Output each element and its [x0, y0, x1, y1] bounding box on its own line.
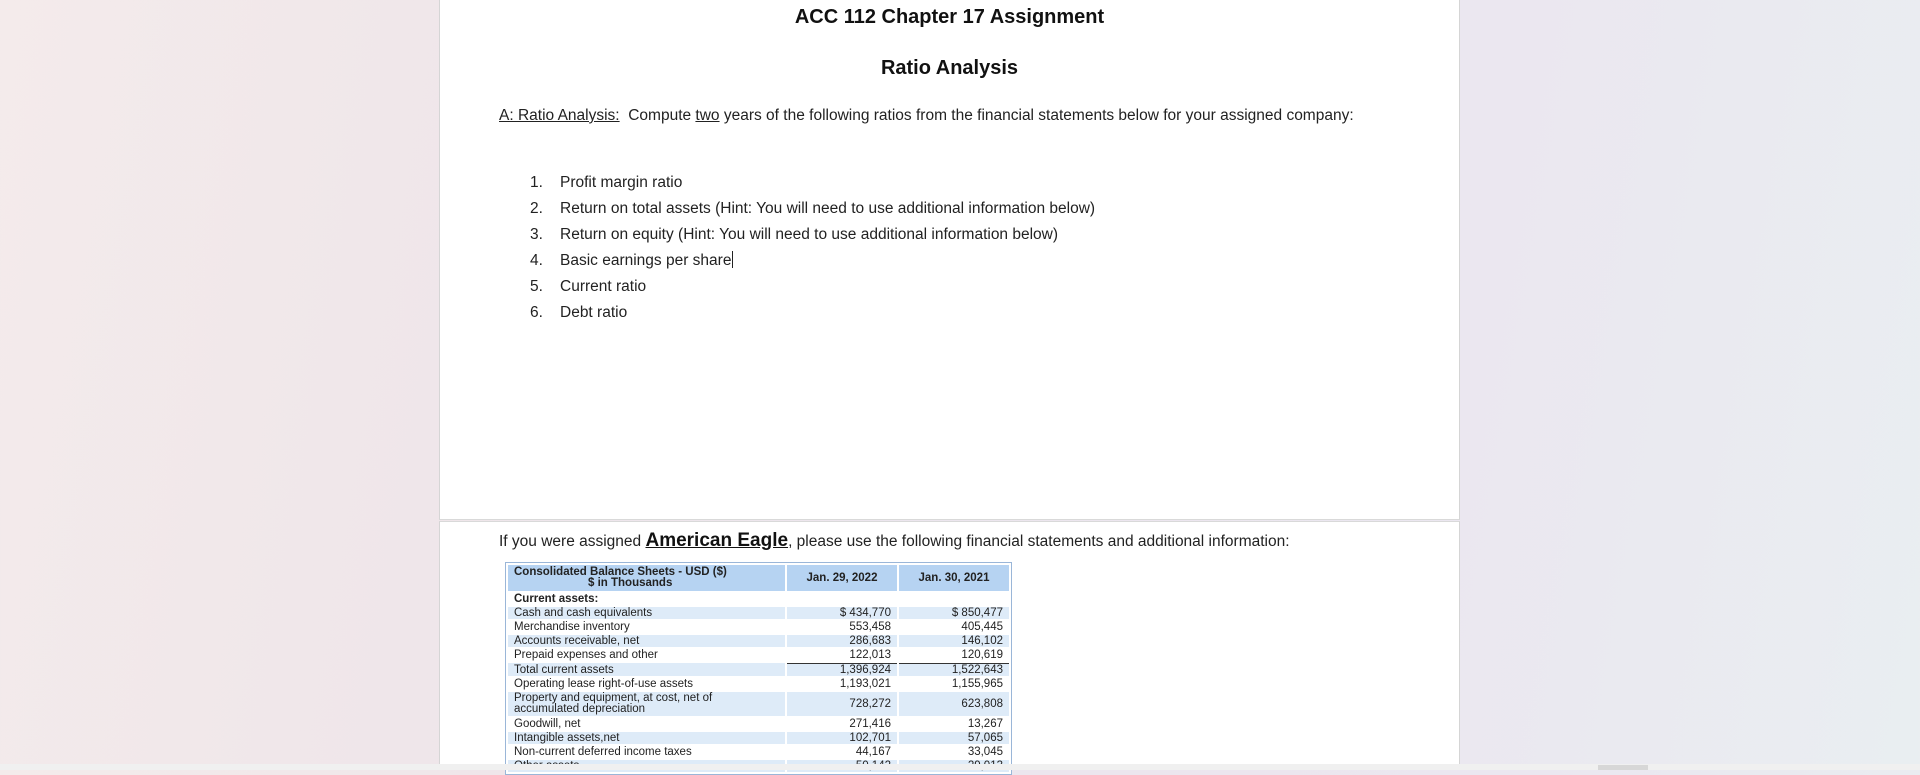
- intro-paragraph: [499, 103, 1379, 128]
- list-item: [530, 248, 1095, 274]
- row-value-2022: 44,167: [855, 746, 891, 758]
- row-value-2022: 122,013: [849, 649, 891, 661]
- row-label: Non-current deferred income taxes: [514, 746, 692, 758]
- row-value-2021: $ 850,477: [899, 607, 1009, 619]
- horizontal-scrollbar[interactable]: [0, 764, 1920, 770]
- row-label: Total current assets: [508, 663, 785, 676]
- row-value-2021: [899, 593, 1009, 605]
- row-value-2021: 1,155,965: [951, 678, 1003, 690]
- row-value-2021: 623,808: [899, 692, 1009, 716]
- list-number: 3.: [530, 226, 543, 243]
- table-row: [508, 718, 1009, 730]
- document-subtitle: Ratio Analysis: [880, 57, 1019, 79]
- list-number: 2.: [530, 200, 543, 217]
- intro-text-before: Compute: [619, 107, 696, 124]
- list-item: [530, 222, 1095, 248]
- table-row: [508, 678, 1009, 690]
- row-label: Operating lease right-of-use assets: [514, 678, 693, 690]
- table-row: [508, 635, 1009, 647]
- list-item-label: Basic earnings per share: [560, 252, 732, 269]
- row-value-2021: 120,619: [961, 649, 1003, 661]
- row-value-2021: 13,267: [967, 718, 1003, 730]
- list-item-label: Debt ratio: [560, 304, 628, 321]
- row-value-2022: $ 434,770: [787, 607, 897, 619]
- list-item-label: Profit margin ratio: [560, 174, 683, 191]
- row-label: Accounts receivable, net: [508, 635, 785, 647]
- intro-emphasis: two: [695, 107, 720, 124]
- row-value-2021: 33,045: [967, 746, 1003, 758]
- document-title: ACC 112 Chapter 17 Assignment: [794, 6, 1105, 28]
- table-row: [508, 746, 1009, 758]
- assigned-text-after: , please use the following financial statements and additional information:: [788, 533, 1290, 550]
- column-header-2022: Jan. 29, 2022: [787, 565, 897, 591]
- row-label: Goodwill, net: [514, 718, 581, 730]
- row-value-2021: 57,065: [899, 732, 1009, 744]
- list-item: [530, 274, 1095, 300]
- row-value-2022: [787, 593, 897, 605]
- row-value-2022: 1,193,021: [839, 678, 891, 690]
- list-number: 1.: [530, 174, 543, 191]
- table-header-row: [508, 565, 1009, 591]
- list-number: 5.: [530, 278, 543, 295]
- row-label: Current assets:: [514, 593, 599, 605]
- list-item: [530, 170, 1095, 196]
- table-row: [508, 593, 1009, 605]
- assigned-text-before: If you were assigned: [499, 533, 646, 550]
- list-number: 4.: [530, 252, 543, 269]
- list-item-label: Return on total assets (Hint: You will need to use additional information below): [560, 200, 1096, 217]
- balance-sheet-table: [505, 562, 1012, 775]
- table-header: [508, 565, 785, 591]
- row-label: Cash and cash equivalents: [508, 607, 785, 619]
- row-label: Intangible assets,net: [508, 732, 785, 744]
- table-row: [508, 621, 1009, 633]
- company-name: American Eagle: [645, 530, 789, 551]
- row-label: Prepaid expenses and other: [514, 649, 658, 661]
- list-item: [530, 300, 1095, 326]
- text-cursor: [732, 251, 733, 268]
- list-item: [530, 196, 1095, 222]
- list-number: 6.: [530, 304, 543, 321]
- table-row: [508, 607, 1009, 619]
- table-row: [508, 692, 1009, 716]
- ratio-list: [530, 170, 1095, 326]
- row-value-2022: 286,683: [787, 635, 897, 647]
- table-row: [508, 649, 1009, 661]
- document-page-2: [439, 521, 1460, 765]
- column-header-2021: Jan. 30, 2021: [899, 565, 1009, 591]
- list-item-label: Return on equity (Hint: You will need to use additional information below): [560, 226, 1059, 243]
- row-label-line1: Property and equipment, at cost, net of: [514, 692, 713, 704]
- row-label: [508, 692, 785, 716]
- row-value-2022: 102,701: [787, 732, 897, 744]
- table-header-line2: $ in Thousands: [588, 577, 673, 589]
- row-value-2022: 553,458: [849, 621, 891, 633]
- table-header-line1: Consolidated Balance Sheets - USD ($): [514, 566, 727, 578]
- assignment-paragraph: [499, 528, 1419, 554]
- table-row: [508, 732, 1009, 744]
- row-value-2022: 271,416: [849, 718, 891, 730]
- list-item-label: Current ratio: [560, 278, 647, 295]
- row-label-line2: accumulated depreciation: [514, 703, 646, 715]
- row-value-2022: 728,272: [787, 692, 897, 716]
- scrollbar-thumb[interactable]: [1598, 765, 1648, 770]
- row-value-2021: 146,102: [899, 635, 1009, 647]
- row-label: Merchandise inventory: [514, 621, 630, 633]
- intro-text-after: years of the following ratios from the financial statements below for your assigned company:: [719, 107, 1354, 124]
- row-value-2021: 1,522,643: [899, 663, 1009, 676]
- intro-label: A: Ratio Analysis:: [499, 107, 620, 124]
- row-value-2022: 1,396,924: [787, 663, 897, 676]
- row-value-2021: 405,445: [961, 621, 1003, 633]
- document-page-1: [439, 0, 1460, 520]
- table-row: [508, 663, 1009, 676]
